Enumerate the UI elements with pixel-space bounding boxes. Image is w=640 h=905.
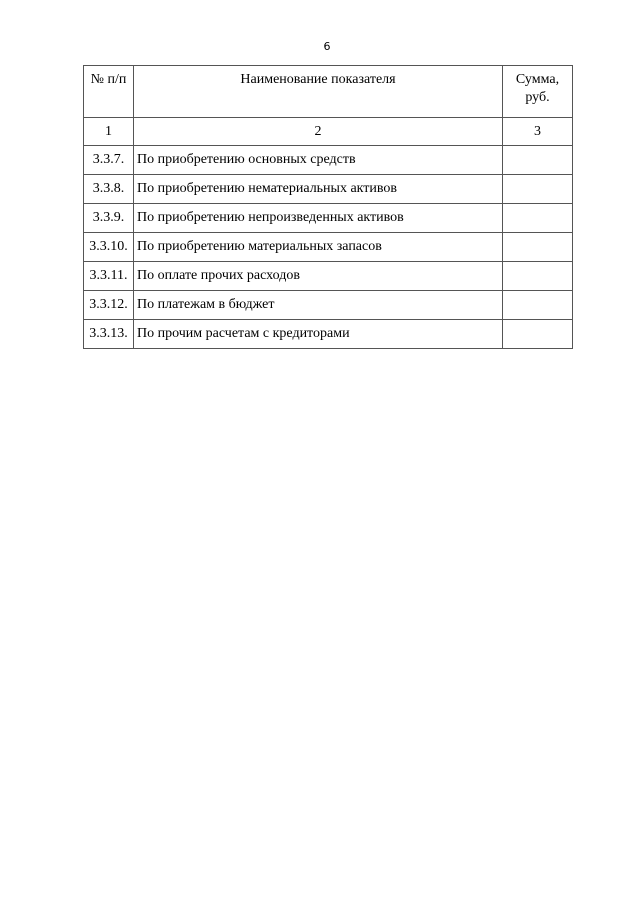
row-number-cell: 3.3.12.: [84, 291, 134, 320]
row-number-cell: 3.3.8.: [84, 175, 134, 204]
row-number-cell: 3.3.9.: [84, 204, 134, 233]
page-number: 6: [323, 40, 331, 53]
row-number-cell: 3.3.10.: [84, 233, 134, 262]
table-row: [84, 291, 573, 320]
table-row: [84, 146, 573, 175]
table-row: [84, 262, 573, 291]
header-number-cell: № п/п: [84, 66, 134, 118]
column-index-3: 3: [503, 118, 573, 146]
column-index-2: 2: [134, 118, 503, 146]
row-sum-cell[interactable]: [503, 262, 573, 291]
header-name-cell: Наименование показателя: [134, 66, 503, 118]
row-name-cell: По приобретению основных средств: [134, 146, 503, 175]
row-name-cell: По прочим расчетам с кредиторами: [134, 320, 503, 349]
row-name-cell: По приобретению материальных запасов: [134, 233, 503, 262]
row-sum-cell[interactable]: [503, 320, 573, 349]
row-name-cell: По оплате прочих расходов: [134, 262, 503, 291]
column-index-1: 1: [84, 118, 134, 146]
table-row: [84, 175, 573, 204]
row-sum-cell[interactable]: [503, 291, 573, 320]
row-number-cell: 3.3.7.: [84, 146, 134, 175]
row-sum-cell[interactable]: [503, 233, 573, 262]
row-name-cell: По приобретению нематериальных активов: [134, 175, 503, 204]
indicator-table: [83, 65, 573, 349]
header-sum-cell: Сумма, руб.: [503, 66, 573, 118]
table-row: [84, 233, 573, 262]
row-name-cell: По платежам в бюджет: [134, 291, 503, 320]
row-sum-cell[interactable]: [503, 204, 573, 233]
row-number-cell: 3.3.13.: [84, 320, 134, 349]
row-name-cell: По приобретению непроизведенных активов: [134, 204, 503, 233]
row-number-cell: 3.3.11.: [84, 262, 134, 291]
row-sum-cell[interactable]: [503, 146, 573, 175]
table-row: [84, 320, 573, 349]
row-sum-cell[interactable]: [503, 175, 573, 204]
column-index-row: [84, 118, 573, 146]
table-header-row: [84, 66, 573, 118]
table-row: [84, 204, 573, 233]
